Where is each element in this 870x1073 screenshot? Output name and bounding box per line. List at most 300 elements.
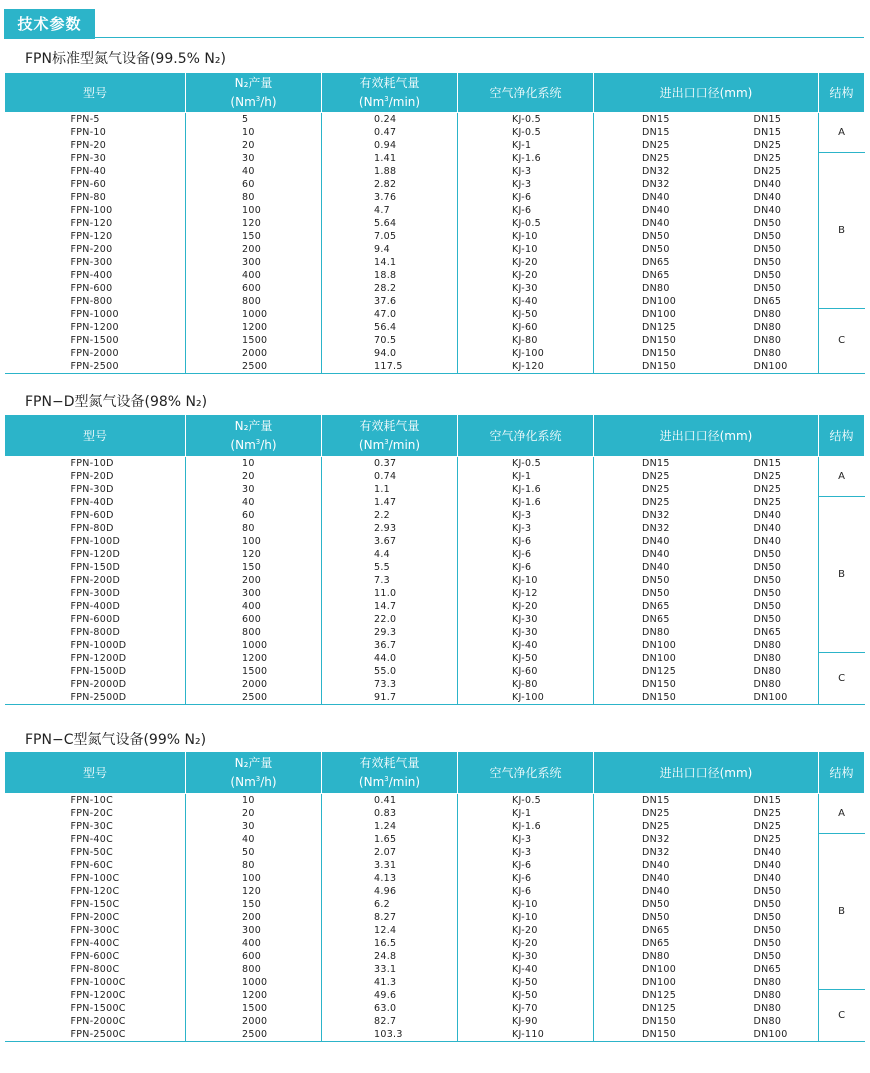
table-row [5, 976, 865, 989]
n2-output-cell: 150 [186, 898, 322, 911]
outlet-port-cell: DN40 [753, 523, 782, 534]
air-consumption-cell: 3.67 [322, 535, 458, 548]
purification-cell: KJ-1 [458, 139, 594, 152]
n2-output-cell: 120 [186, 217, 322, 230]
inlet-port-cell: DN100 [594, 976, 718, 989]
air-consumption-cell: 82.7 [322, 1015, 458, 1028]
table-row [5, 113, 865, 127]
air-consumption-cell: 94.0 [322, 347, 458, 360]
outlet-port-cell: DN50 [753, 601, 782, 612]
air-consumption-cell: 12.4 [322, 924, 458, 937]
purification-cell: KJ-0.5 [458, 217, 594, 230]
outlet-port-cell: DN40 [753, 847, 782, 858]
outlet-port-cell: DN50 [753, 218, 782, 229]
purification-cell: KJ-50 [458, 989, 594, 1002]
n2-output-cell: 20 [186, 807, 322, 820]
air-consumption-cell: 29.3 [322, 626, 458, 639]
header-air-purification: 空气净化系统 [458, 73, 594, 113]
outlet-port-cell: DN25 [753, 484, 782, 495]
model-cell: FPN-120D [70, 549, 121, 560]
model-cell: FPN-100C [70, 873, 120, 884]
inlet-port-cell: DN32 [594, 833, 718, 846]
purification-cell: KJ-12 [458, 587, 594, 600]
purification-cell: KJ-6 [458, 204, 594, 217]
air-consumption-cell: 18.8 [322, 269, 458, 282]
outlet-port-cell: DN65 [753, 296, 782, 307]
air-consumption-cell: 3.76 [322, 191, 458, 204]
inlet-port-cell: DN100 [594, 963, 718, 976]
table-row [5, 911, 865, 924]
outlet-port-cell: DN80 [753, 335, 782, 346]
model-cell: FPN-300C [70, 925, 120, 936]
model-cell: FPN-1200C [70, 990, 126, 1001]
purification-cell: KJ-3 [458, 846, 594, 859]
table-row [5, 807, 865, 820]
purification-cell: KJ-1.6 [458, 152, 594, 165]
table-row [5, 652, 865, 665]
model-cell: FPN-100D [70, 536, 121, 547]
outlet-port-cell: DN15 [753, 458, 782, 469]
model-cell: FPN-2000 [70, 348, 119, 359]
model-cell: FPN-400D [70, 601, 121, 612]
section-title-d-type: FPN−D型氮气设备(98% N₂) [25, 394, 208, 410]
n2-output-cell: 400 [186, 600, 322, 613]
n2-output-cell: 1200 [186, 321, 322, 334]
air-consumption-cell: 8.27 [322, 911, 458, 924]
header-n2-output: N₂产量 (Nm$^3$/h) [186, 752, 322, 794]
model-cell: FPN-800D [70, 627, 121, 638]
table-row [5, 613, 865, 626]
header-structure: 结构 [819, 415, 865, 457]
outlet-port-cell: DN25 [753, 834, 782, 845]
n2-output-cell: 20 [186, 470, 322, 483]
purification-cell: KJ-110 [458, 1028, 594, 1042]
purification-cell: KJ-60 [458, 321, 594, 334]
air-consumption-cell: 37.6 [322, 295, 458, 308]
air-consumption-cell: 28.2 [322, 282, 458, 295]
table-row [5, 846, 865, 859]
table-row [5, 217, 865, 230]
header-n2-output: N₂产量 (Nm$^3$/h) [186, 415, 322, 457]
table-row [5, 820, 865, 833]
outlet-port-cell: DN50 [753, 899, 782, 910]
inlet-port-cell: DN15 [594, 113, 718, 127]
inlet-port-cell: DN32 [594, 522, 718, 535]
air-consumption-cell: 4.96 [322, 885, 458, 898]
header-structure: 结构 [819, 752, 865, 794]
inlet-port-cell: DN50 [594, 243, 718, 256]
model-cell: FPN-2500D [5, 691, 186, 705]
purification-cell: KJ-50 [458, 652, 594, 665]
model-cell: FPN-400C [70, 938, 120, 949]
purification-cell: KJ-100 [458, 691, 594, 705]
purification-cell: KJ-1 [458, 807, 594, 820]
inlet-port-cell: DN15 [594, 794, 718, 808]
table-row [5, 872, 865, 885]
inlet-port-cell: DN40 [594, 217, 718, 230]
model-cell: FPN-300 [70, 257, 113, 268]
purification-cell: KJ-20 [458, 600, 594, 613]
n2-output-cell: 80 [186, 522, 322, 535]
structure-group-cell: B [819, 833, 865, 989]
outlet-port-cell: DN50 [753, 575, 782, 586]
n2-output-cell: 200 [186, 574, 322, 587]
purification-cell: KJ-3 [458, 522, 594, 535]
air-consumption-cell: 36.7 [322, 639, 458, 652]
inlet-port-cell: DN32 [594, 165, 718, 178]
model-cell: FPN-120 [70, 231, 113, 242]
table-row [5, 308, 865, 321]
air-consumption-cell: 4.4 [322, 548, 458, 561]
table-row [5, 561, 865, 574]
table-row [5, 989, 865, 1002]
model-cell: FPN-120 [70, 218, 113, 229]
air-consumption-cell: 14.7 [322, 600, 458, 613]
inlet-port-cell: DN40 [594, 872, 718, 885]
purification-cell: KJ-0.5 [458, 457, 594, 471]
outlet-port-cell: DN50 [753, 562, 782, 573]
n2-output-cell: 600 [186, 950, 322, 963]
air-consumption-cell: 41.3 [322, 976, 458, 989]
n2-output-cell: 1200 [186, 652, 322, 665]
air-consumption-cell: 4.13 [322, 872, 458, 885]
table-row [5, 334, 865, 347]
air-consumption-cell: 0.74 [322, 470, 458, 483]
n2-output-cell: 2500 [186, 1028, 322, 1042]
n2-output-cell: 80 [186, 191, 322, 204]
n2-output-cell: 40 [186, 496, 322, 509]
model-cell: FPN-20D [70, 471, 114, 482]
n2-output-cell: 150 [186, 561, 322, 574]
outlet-port-cell: DN25 [753, 140, 782, 151]
n2-output-cell: 1500 [186, 334, 322, 347]
outlet-port-cell: DN15 [753, 127, 782, 138]
spec-table-c-type [4, 751, 865, 1042]
model-cell: FPN-800C [70, 964, 120, 975]
inlet-port-cell: DN65 [594, 937, 718, 950]
air-consumption-cell: 24.8 [322, 950, 458, 963]
outlet-port-cell: DN40 [753, 536, 782, 547]
header-structure: 结构 [819, 73, 865, 113]
model-cell: FPN-2500C [5, 1028, 186, 1042]
n2-output-cell: 2000 [186, 347, 322, 360]
model-cell: FPN-150D [70, 562, 121, 573]
inlet-port-cell: DN80 [594, 626, 718, 639]
outlet-port-cell: DN80 [753, 990, 782, 1001]
purification-cell: KJ-20 [458, 269, 594, 282]
air-consumption-cell: 55.0 [322, 665, 458, 678]
model-cell: FPN-1000 [70, 309, 119, 320]
purification-cell: KJ-120 [458, 360, 594, 374]
purification-cell: KJ-10 [458, 243, 594, 256]
outlet-port-cell: DN65 [753, 627, 782, 638]
structure-group-cell: B [819, 496, 865, 652]
outlet-port-cell: DN40 [753, 860, 782, 871]
inlet-port-cell: DN50 [594, 898, 718, 911]
purification-cell: KJ-6 [458, 548, 594, 561]
purification-cell: KJ-80 [458, 334, 594, 347]
purification-cell: KJ-20 [458, 924, 594, 937]
inlet-port-cell: DN32 [594, 846, 718, 859]
purification-cell: KJ-10 [458, 911, 594, 924]
n2-output-cell: 1000 [186, 308, 322, 321]
table-row [5, 626, 865, 639]
table-row [5, 963, 865, 976]
air-consumption-cell: 44.0 [322, 652, 458, 665]
section-banner [0, 9, 864, 39]
n2-output-cell: 400 [186, 269, 322, 282]
header-n2-output: N₂产量 (Nm$^3$/h) [186, 73, 322, 113]
inlet-port-cell: DN50 [594, 230, 718, 243]
purification-cell: KJ-30 [458, 613, 594, 626]
inlet-port-cell: DN65 [594, 269, 718, 282]
n2-output-cell: 100 [186, 535, 322, 548]
table-row [5, 470, 865, 483]
table-row [5, 204, 865, 217]
table-row [5, 639, 865, 652]
outlet-port-cell: DN65 [753, 964, 782, 975]
outlet-port-cell: DN25 [753, 808, 782, 819]
structure-group-cell: C [819, 652, 865, 705]
outlet-port-cell: DN50 [753, 925, 782, 936]
air-consumption-cell: 4.7 [322, 204, 458, 217]
table-row [5, 152, 865, 165]
table-row [5, 833, 865, 846]
header-air-consumption: 有效耗气量 (Nm$^3$/min) [322, 73, 458, 113]
table-row [5, 574, 865, 587]
outlet-port-cell: DN40 [753, 510, 782, 521]
inlet-port-cell: DN40 [594, 535, 718, 548]
n2-output-cell: 1200 [186, 989, 322, 1002]
n2-output-cell: 300 [186, 924, 322, 937]
air-consumption-cell: 0.41 [322, 794, 458, 808]
outlet-port-cell: DN80 [753, 653, 782, 664]
n2-output-cell: 80 [186, 859, 322, 872]
inlet-port-cell: DN40 [594, 204, 718, 217]
inlet-port-cell: DN32 [594, 509, 718, 522]
model-cell: FPN-200C [70, 912, 120, 923]
air-consumption-cell: 2.93 [322, 522, 458, 535]
purification-cell: KJ-20 [458, 256, 594, 269]
inlet-port-cell: DN25 [594, 139, 718, 152]
n2-output-cell: 100 [186, 872, 322, 885]
table-row [5, 898, 865, 911]
air-consumption-cell: 70.5 [322, 334, 458, 347]
model-cell: FPN-2000D [70, 679, 127, 690]
air-consumption-cell: 1.88 [322, 165, 458, 178]
table-row [5, 522, 865, 535]
air-consumption-cell: 33.1 [322, 963, 458, 976]
purification-cell: KJ-10 [458, 898, 594, 911]
model-cell: FPN-150C [70, 899, 120, 910]
inlet-port-cell: DN80 [594, 950, 718, 963]
inlet-port-cell: DN125 [594, 321, 718, 334]
air-consumption-cell: 73.3 [322, 678, 458, 691]
air-consumption-cell: 11.0 [322, 587, 458, 600]
outlet-port-cell: DN80 [753, 322, 782, 333]
table-row [5, 885, 865, 898]
n2-output-cell: 600 [186, 613, 322, 626]
model-cell: FPN-60C [70, 860, 114, 871]
table-row [5, 282, 865, 295]
air-consumption-cell: 117.5 [322, 360, 458, 374]
air-consumption-cell: 16.5 [322, 937, 458, 950]
air-consumption-cell: 5.5 [322, 561, 458, 574]
inlet-port-cell: DN150 [594, 360, 718, 374]
outlet-port-cell: DN25 [753, 821, 782, 832]
table-row [5, 230, 865, 243]
n2-output-cell: 120 [186, 548, 322, 561]
n2-output-cell: 100 [186, 204, 322, 217]
outlet-port-cell: DN50 [753, 614, 782, 625]
table-row [5, 496, 865, 509]
spec-table-d-type [4, 414, 865, 705]
table-row [5, 256, 865, 269]
n2-output-cell: 30 [186, 820, 322, 833]
table-row [5, 794, 865, 808]
model-cell: FPN-10 [70, 127, 107, 138]
model-cell: FPN-120C [70, 886, 120, 897]
outlet-port-cell: DN15 [753, 114, 782, 125]
table-row [5, 139, 865, 152]
outlet-port-cell: DN50 [753, 257, 782, 268]
inlet-port-cell: DN40 [594, 548, 718, 561]
table-row [5, 178, 865, 191]
section-title-standard: FPN标准型氮气设备(99.5% N₂) [25, 51, 226, 67]
air-consumption-cell: 0.37 [322, 457, 458, 471]
n2-output-cell: 2500 [186, 691, 322, 705]
model-cell: FPN-600D [70, 614, 121, 625]
header-model: 型号 [5, 415, 186, 457]
purification-cell: KJ-0.5 [458, 113, 594, 127]
outlet-port-cell: DN80 [753, 977, 782, 988]
inlet-port-cell: DN25 [594, 470, 718, 483]
model-cell: FPN-400 [70, 270, 113, 281]
model-cell: FPN-30 [70, 153, 107, 164]
outlet-port-cell: DN40 [753, 192, 782, 203]
purification-cell: KJ-1.6 [458, 483, 594, 496]
n2-output-cell: 60 [186, 509, 322, 522]
table-row [5, 360, 865, 374]
inlet-port-cell: DN15 [594, 126, 718, 139]
air-consumption-cell: 1.47 [322, 496, 458, 509]
table-row [5, 483, 865, 496]
model-cell: FPN-600 [70, 283, 113, 294]
structure-group-cell: A [819, 113, 865, 153]
table-row [5, 600, 865, 613]
purification-cell: KJ-100 [458, 347, 594, 360]
n2-output-cell: 10 [186, 126, 322, 139]
structure-group-cell: A [819, 794, 865, 834]
model-cell: FPN-60 [70, 179, 107, 190]
inlet-port-cell: DN65 [594, 924, 718, 937]
purification-cell: KJ-6 [458, 872, 594, 885]
air-consumption-cell: 1.41 [322, 152, 458, 165]
inlet-port-cell: DN100 [594, 639, 718, 652]
purification-cell: KJ-6 [458, 561, 594, 574]
table-row [5, 347, 865, 360]
model-cell: FPN-30D [70, 484, 114, 495]
model-cell: FPN-80D [70, 523, 114, 534]
outlet-port-cell: DN80 [753, 666, 782, 677]
model-cell: FPN-300D [70, 588, 121, 599]
header-model: 型号 [5, 752, 186, 794]
n2-output-cell: 2000 [186, 678, 322, 691]
table-row [5, 457, 865, 471]
inlet-port-cell: DN40 [594, 561, 718, 574]
purification-cell: KJ-10 [458, 574, 594, 587]
spec-table-standard [4, 72, 865, 374]
inlet-port-cell: DN125 [594, 1002, 718, 1015]
inlet-port-cell: DN25 [594, 496, 718, 509]
air-consumption-cell: 0.94 [322, 139, 458, 152]
outlet-port-cell: DN50 [753, 549, 782, 560]
model-cell: FPN-50C [70, 847, 114, 858]
inlet-port-cell: DN50 [594, 587, 718, 600]
header-port-diameter: 进出口口径(mm) [594, 752, 819, 794]
model-cell: FPN-80 [70, 192, 107, 203]
purification-cell: KJ-3 [458, 178, 594, 191]
table-row [5, 937, 865, 950]
purification-cell: KJ-6 [458, 191, 594, 204]
table-row [5, 1002, 865, 1015]
air-consumption-cell: 7.05 [322, 230, 458, 243]
n2-output-cell: 800 [186, 295, 322, 308]
purification-cell: KJ-30 [458, 626, 594, 639]
purification-cell: KJ-30 [458, 282, 594, 295]
header-air-consumption: 有效耗气量 (Nm$^3$/min) [322, 415, 458, 457]
inlet-port-cell: DN40 [594, 191, 718, 204]
table-row [5, 924, 865, 937]
purification-cell: KJ-40 [458, 295, 594, 308]
table-row [5, 691, 865, 705]
outlet-port-cell: DN25 [753, 471, 782, 482]
inlet-port-cell: DN100 [594, 652, 718, 665]
n2-output-cell: 300 [186, 587, 322, 600]
purification-cell: KJ-70 [458, 1002, 594, 1015]
model-cell: FPN-20C [70, 808, 114, 819]
model-cell: FPN-1200 [70, 322, 119, 333]
inlet-port-cell: DN25 [594, 820, 718, 833]
purification-cell: KJ-20 [458, 937, 594, 950]
purification-cell: KJ-1 [458, 470, 594, 483]
n2-output-cell: 40 [186, 165, 322, 178]
outlet-port-cell: DN80 [753, 348, 782, 359]
n2-output-cell: 300 [186, 256, 322, 269]
table-row [5, 165, 865, 178]
model-cell: FPN-40 [70, 166, 107, 177]
outlet-port-cell: DN100 [718, 691, 819, 705]
table-row [5, 191, 865, 204]
table-row [5, 269, 865, 282]
header-port-diameter: 进出口口径(mm) [594, 415, 819, 457]
section-title-c-type: FPN−C型氮气设备(99% N₂) [25, 732, 207, 748]
air-consumption-cell: 22.0 [322, 613, 458, 626]
table-row [5, 548, 865, 561]
purification-cell: KJ-3 [458, 509, 594, 522]
header-air-purification: 空气净化系统 [458, 415, 594, 457]
air-consumption-cell: 3.31 [322, 859, 458, 872]
inlet-port-cell: DN150 [594, 1028, 718, 1042]
inlet-port-cell: DN65 [594, 256, 718, 269]
n2-output-cell: 30 [186, 152, 322, 165]
model-cell: FPN-800 [70, 296, 113, 307]
inlet-port-cell: DN40 [594, 885, 718, 898]
purification-cell: KJ-3 [458, 165, 594, 178]
air-consumption-cell: 0.47 [322, 126, 458, 139]
model-cell: FPN-60D [70, 510, 114, 521]
inlet-port-cell: DN65 [594, 613, 718, 626]
